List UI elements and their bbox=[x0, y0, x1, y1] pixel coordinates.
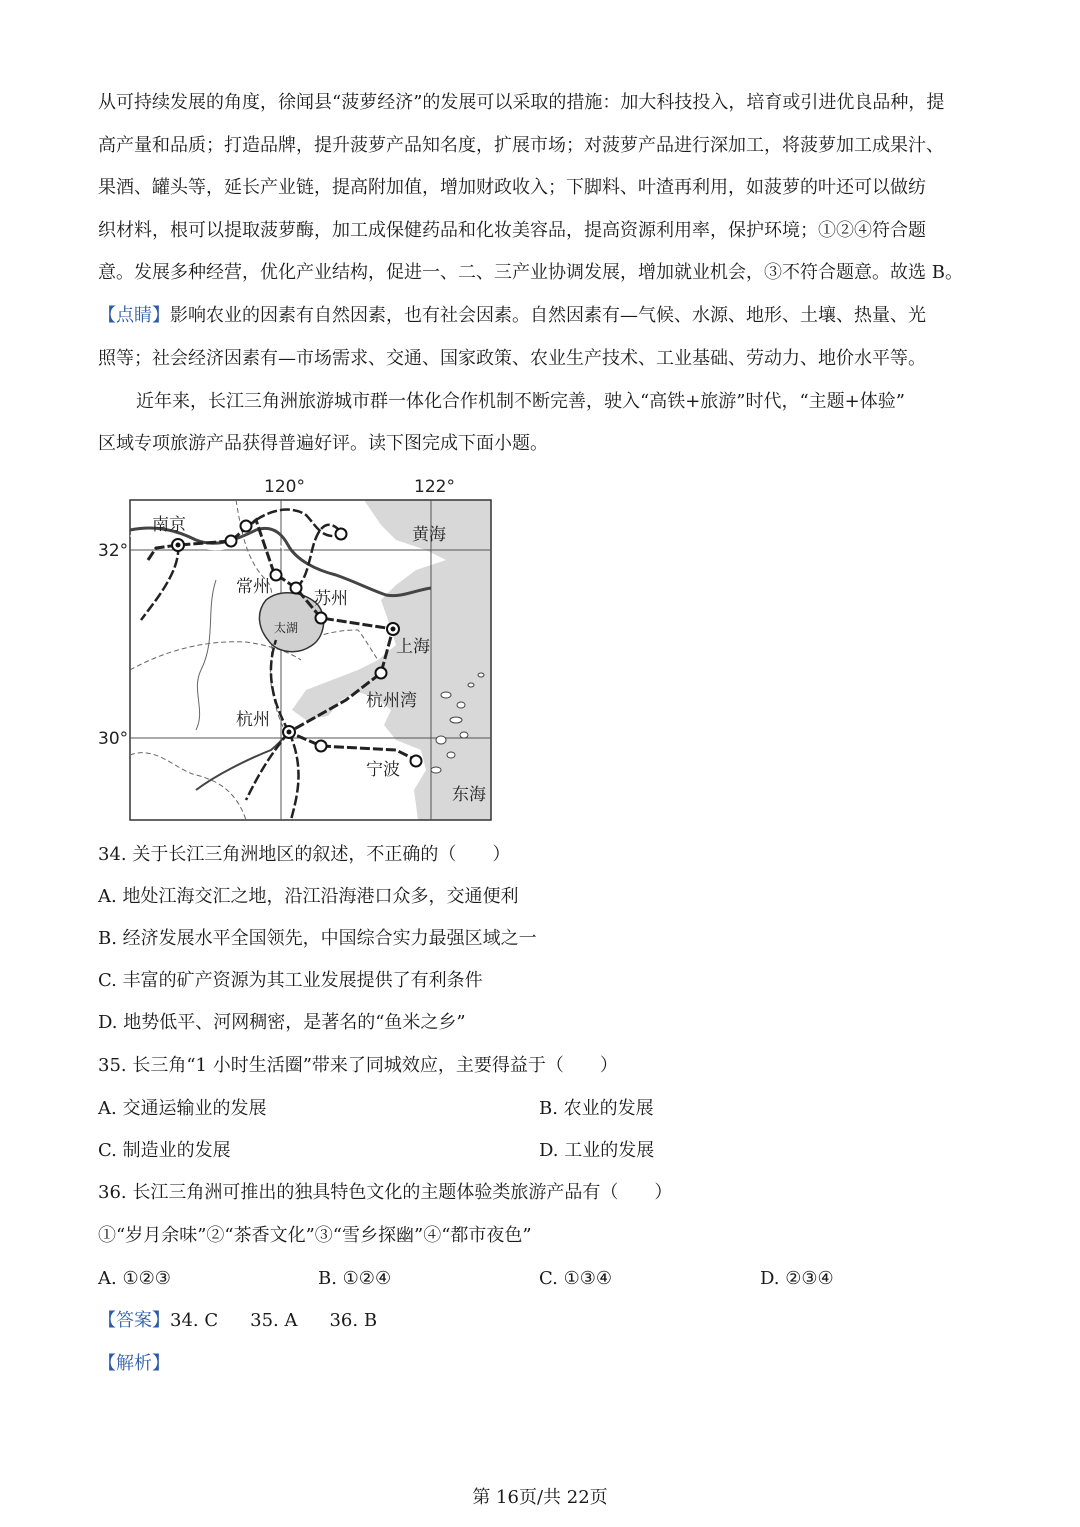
answer-tag: 【答案】 bbox=[98, 1310, 170, 1331]
page-footer: 第 16页/共 22页 bbox=[472, 1487, 608, 1508]
answer-36: 36. B bbox=[329, 1310, 378, 1331]
analysis-tag: 【解析】 bbox=[98, 1353, 170, 1374]
lon-label: 122° bbox=[414, 477, 455, 497]
city-marker bbox=[336, 529, 347, 540]
question-36-items: ①“岁月余味”②“茶香文化”③“雪乡探幽”④“都市夜色” bbox=[98, 1225, 532, 1246]
question-35-option-b: B. 农业的发展 bbox=[539, 1098, 654, 1119]
label-shanghai: 上海 bbox=[396, 637, 430, 657]
label-taihu: 太湖 bbox=[274, 621, 299, 635]
label-ningbo: 宁波 bbox=[366, 760, 400, 780]
paragraph-line: 果酒、罐头等，延长产业链，提高附加值，增加财政收入；下脚料、叶渣再利用，如菠萝的叶还可以做纺 bbox=[98, 177, 926, 198]
question-34-option-b: B. 经济发展水平全国领先，中国综合实力最强区域之一 bbox=[98, 928, 537, 949]
intro-line: 区域专项旅游产品获得普遍好评。读下图完成下面小题。 bbox=[98, 433, 548, 454]
answer-34: 34. C bbox=[170, 1310, 219, 1331]
paragraph-line: 织材料，根可以提取菠萝酶，加工成保健药品和化妆美容品，提高资源利用率，保护环境；①②④符合题 bbox=[98, 220, 926, 241]
city-marker-ningbo bbox=[411, 756, 422, 767]
city-marker bbox=[291, 583, 302, 594]
lat-label: 32° bbox=[98, 541, 129, 561]
qiantang-river bbox=[196, 730, 290, 790]
city-marker-nanjing bbox=[172, 539, 184, 551]
question-34-option-c: C. 丰富的矿产资源为其工业发展提供了有利条件 bbox=[98, 970, 483, 991]
question-36-stem: 36. 长江三角洲可推出的独具特色文化的主题体验类旅游产品有（ ） bbox=[98, 1182, 673, 1203]
question-36-option-c: C. ①③④ bbox=[539, 1268, 612, 1289]
question-36-option-b: B. ①②④ bbox=[318, 1268, 392, 1289]
question-36-option-d: D. ②③④ bbox=[760, 1268, 834, 1289]
label-donghai: 东海 bbox=[452, 785, 486, 805]
question-35-stem: 35. 长三角“1 小时生活圈”带来了同城效应，主要得益于（ ） bbox=[98, 1055, 618, 1076]
province-boundary bbox=[130, 753, 246, 820]
label-hangzhou: 杭州 bbox=[236, 710, 270, 730]
answer-35: 35. A bbox=[250, 1310, 298, 1331]
label-nanjing: 南京 bbox=[152, 515, 186, 535]
answer-line bbox=[98, 1308, 377, 1334]
city-marker bbox=[241, 521, 252, 532]
question-34-stem: 34. 关于长江三角洲地区的叙述，不正确的（ ） bbox=[98, 844, 511, 865]
city-marker-shanghai bbox=[387, 623, 399, 635]
city-marker bbox=[376, 668, 387, 679]
question-35-option-c: C. 制造业的发展 bbox=[98, 1140, 231, 1161]
dianjing-line-2: 照等；社会经济因素有—市场需求、交通、国家政策、农业生产技术、工业基础、劳动力、地价水平等。 bbox=[98, 348, 926, 369]
label-changzhou: 常州 bbox=[236, 577, 270, 597]
dianjing-line-1 bbox=[98, 303, 926, 329]
city-marker-changzhou bbox=[271, 570, 282, 581]
lon-label: 120° bbox=[264, 477, 305, 497]
city-marker bbox=[226, 536, 237, 547]
intro-line: 近年来，长江三角洲旅游城市群一体化合作机制不断完善，驶入“高铁+旅游”时代，“主题+体验” bbox=[136, 391, 905, 412]
label-huanghai: 黄海 bbox=[412, 525, 446, 545]
dianjing-tag: 【点睛】 bbox=[98, 305, 170, 326]
city-marker bbox=[316, 741, 327, 752]
paragraph-line: 意。发展多种经营，优化产业结构，促进一、二、三产业协调发展，增加就业机会，③不符合题意。故选 B。 bbox=[98, 262, 963, 283]
city-marker-hangzhou bbox=[283, 726, 295, 738]
river bbox=[196, 580, 216, 730]
question-34-option-a: A. 地处江海交汇之地，沿江沿海港口众多，交通便利 bbox=[98, 886, 519, 907]
question-35-option-d: D. 工业的发展 bbox=[539, 1140, 655, 1161]
railway-line bbox=[296, 525, 341, 588]
city-marker-suzhou bbox=[316, 613, 327, 624]
yangtze-delta-map bbox=[96, 470, 496, 825]
label-hangzhouwan: 杭州湾 bbox=[366, 691, 417, 711]
dianjing-text: 影响农业的因素有自然因素，也有社会因素。自然因素有—气候、水源、地形、土壤、热量、光 bbox=[170, 305, 926, 326]
paragraph-line: 高产量和品质；打造品牌，提升菠萝产品知名度，扩展市场；对菠萝产品进行深加工，将菠萝加工成果汁、 bbox=[98, 135, 944, 156]
question-35-option-a: A. 交通运输业的发展 bbox=[98, 1098, 267, 1119]
lat-label: 30° bbox=[98, 729, 129, 749]
paragraph-line: 从可持续发展的角度，徐闻县“菠萝经济”的发展可以采取的措施：加大科技投入，培育或引进优良品种，提 bbox=[98, 92, 945, 113]
question-34-option-d: D. 地势低平、河网稠密，是著名的“鱼米之乡” bbox=[98, 1012, 466, 1033]
question-36-option-a: A. ①②③ bbox=[98, 1268, 171, 1289]
label-suzhou: 苏州 bbox=[314, 589, 348, 609]
